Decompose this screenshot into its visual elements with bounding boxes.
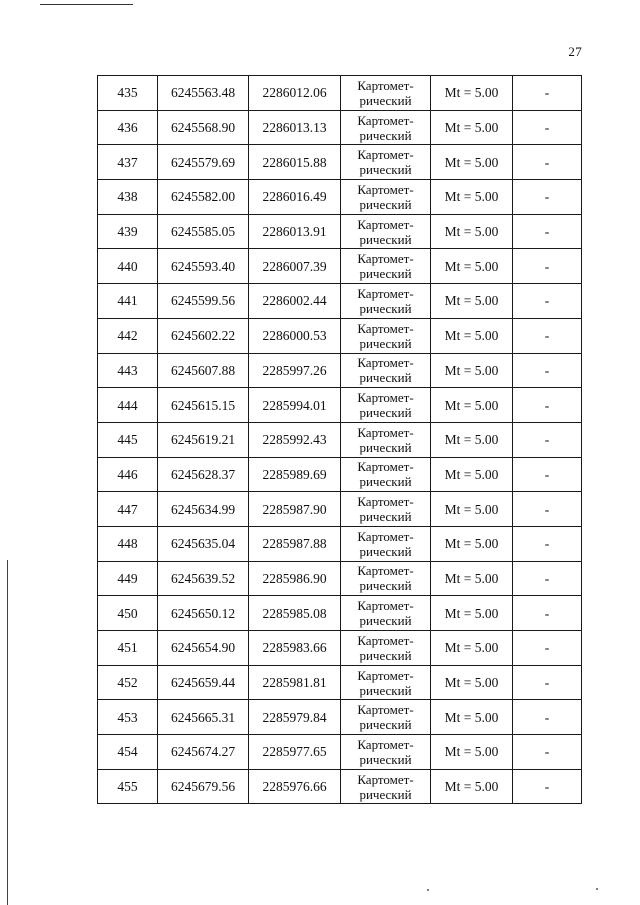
note-cell: - xyxy=(513,492,582,527)
method-cell xyxy=(341,353,431,388)
method-line-1: Картомет- xyxy=(357,667,414,683)
note-cell: - xyxy=(513,735,582,770)
y-coordinate-cell: 2285976.66 xyxy=(249,769,341,804)
x-coordinate-cell: 6245674.27 xyxy=(158,735,249,770)
method-line-2: рический xyxy=(359,578,412,594)
point-number-cell: 452 xyxy=(98,665,158,700)
table-row xyxy=(98,318,582,353)
method-line-1: Картомет- xyxy=(357,355,414,371)
coordinates-table-body xyxy=(98,76,582,804)
note-cell: - xyxy=(513,665,582,700)
note-cell: - xyxy=(513,457,582,492)
accuracy-cell: Mt = 5.00 xyxy=(431,422,513,457)
method-line-1: Картомет- xyxy=(357,216,414,232)
point-number-cell: 446 xyxy=(98,457,158,492)
point-number-cell: 435 xyxy=(98,76,158,111)
method-cell xyxy=(341,76,431,111)
method-line-1: Картомет- xyxy=(357,181,414,197)
method-cell xyxy=(341,769,431,804)
method-cell xyxy=(341,110,431,145)
method-cell xyxy=(341,249,431,284)
method-line-2: рический xyxy=(359,196,412,212)
y-coordinate-cell: 2286012.06 xyxy=(249,76,341,111)
y-coordinate-cell: 2286013.13 xyxy=(249,110,341,145)
note-cell: - xyxy=(513,145,582,180)
accuracy-cell: Mt = 5.00 xyxy=(431,145,513,180)
accuracy-cell: Mt = 5.00 xyxy=(431,735,513,770)
accuracy-cell: Mt = 5.00 xyxy=(431,76,513,111)
x-coordinate-cell: 6245607.88 xyxy=(158,353,249,388)
accuracy-cell: Mt = 5.00 xyxy=(431,214,513,249)
point-number-cell: 447 xyxy=(98,492,158,527)
accuracy-cell: Mt = 5.00 xyxy=(431,457,513,492)
page-number: 27 xyxy=(568,44,582,59)
table-row xyxy=(98,561,582,596)
note-cell: - xyxy=(513,561,582,596)
method-line-2: рический xyxy=(359,162,412,178)
method-line-1: Картомет- xyxy=(357,285,414,301)
method-cell xyxy=(341,596,431,631)
accuracy-cell: Mt = 5.00 xyxy=(431,110,513,145)
table-row xyxy=(98,422,582,457)
method-line-1: Картомет- xyxy=(357,147,414,163)
accuracy-cell: Mt = 5.00 xyxy=(431,492,513,527)
table-row xyxy=(98,492,582,527)
point-number-cell: 439 xyxy=(98,214,158,249)
x-coordinate-cell: 6245679.56 xyxy=(158,769,249,804)
x-coordinate-cell: 6245634.99 xyxy=(158,492,249,527)
method-cell xyxy=(341,388,431,423)
x-coordinate-cell: 6245563.48 xyxy=(158,76,249,111)
note-cell: - xyxy=(513,353,582,388)
note-cell: - xyxy=(513,596,582,631)
method-line-2: рический xyxy=(359,405,412,421)
method-cell xyxy=(341,422,431,457)
y-coordinate-cell: 2286000.53 xyxy=(249,318,341,353)
table-row xyxy=(98,353,582,388)
table-row xyxy=(98,76,582,111)
accuracy-cell: Mt = 5.00 xyxy=(431,318,513,353)
method-line-2: рический xyxy=(359,751,412,767)
method-cell xyxy=(341,214,431,249)
y-coordinate-cell: 2285997.26 xyxy=(249,353,341,388)
x-coordinate-cell: 6245568.90 xyxy=(158,110,249,145)
table-row xyxy=(98,457,582,492)
method-line-2: рический xyxy=(359,509,412,525)
y-coordinate-cell: 2286007.39 xyxy=(249,249,341,284)
table-row xyxy=(98,110,582,145)
accuracy-cell: Mt = 5.00 xyxy=(431,665,513,700)
method-line-2: рический xyxy=(359,231,412,247)
table-row xyxy=(98,145,582,180)
method-line-2: рический xyxy=(359,474,412,490)
method-cell xyxy=(341,526,431,561)
note-cell: - xyxy=(513,388,582,423)
accuracy-cell: Mt = 5.00 xyxy=(431,284,513,319)
table-row xyxy=(98,180,582,215)
point-number-cell: 454 xyxy=(98,735,158,770)
method-cell xyxy=(341,145,431,180)
x-coordinate-cell: 6245602.22 xyxy=(158,318,249,353)
method-line-1: Картомет- xyxy=(357,528,414,544)
x-coordinate-cell: 6245659.44 xyxy=(158,665,249,700)
table-row xyxy=(98,214,582,249)
method-line-1: Картомет- xyxy=(357,702,414,718)
method-line-1: Картомет- xyxy=(357,112,414,128)
note-cell: - xyxy=(513,180,582,215)
accuracy-cell: Mt = 5.00 xyxy=(431,249,513,284)
table-row xyxy=(98,596,582,631)
method-line-2: рический xyxy=(359,543,412,559)
method-cell xyxy=(341,665,431,700)
accuracy-cell: Mt = 5.00 xyxy=(431,596,513,631)
x-coordinate-cell: 6245654.90 xyxy=(158,631,249,666)
point-number-cell: 450 xyxy=(98,596,158,631)
note-cell: - xyxy=(513,249,582,284)
method-cell xyxy=(341,318,431,353)
left-margin-mark xyxy=(7,560,8,905)
method-cell xyxy=(341,735,431,770)
table-row xyxy=(98,665,582,700)
y-coordinate-cell: 2285986.90 xyxy=(249,561,341,596)
method-line-1: Картомет- xyxy=(357,390,414,406)
method-line-2: рический xyxy=(359,786,412,802)
y-coordinate-cell: 2286015.88 xyxy=(249,145,341,180)
point-number-cell: 448 xyxy=(98,526,158,561)
note-cell: - xyxy=(513,700,582,735)
accuracy-cell: Mt = 5.00 xyxy=(431,631,513,666)
note-cell: - xyxy=(513,769,582,804)
method-cell xyxy=(341,561,431,596)
method-line-1: Картомет- xyxy=(357,494,414,510)
method-cell xyxy=(341,492,431,527)
method-line-1: Картомет- xyxy=(357,77,414,93)
x-coordinate-cell: 6245635.04 xyxy=(158,526,249,561)
point-number-cell: 438 xyxy=(98,180,158,215)
note-cell: - xyxy=(513,526,582,561)
note-cell: - xyxy=(513,76,582,111)
method-cell xyxy=(341,700,431,735)
y-coordinate-cell: 2285977.65 xyxy=(249,735,341,770)
y-coordinate-cell: 2285987.90 xyxy=(249,492,341,527)
point-number-cell: 444 xyxy=(98,388,158,423)
method-line-2: рический xyxy=(359,647,412,663)
table-row xyxy=(98,631,582,666)
scan-speck xyxy=(427,889,429,891)
point-number-cell: 442 xyxy=(98,318,158,353)
x-coordinate-cell: 6245599.56 xyxy=(158,284,249,319)
method-line-2: рический xyxy=(359,300,412,316)
method-line-1: Картомет- xyxy=(357,736,414,752)
note-cell: - xyxy=(513,631,582,666)
accuracy-cell: Mt = 5.00 xyxy=(431,353,513,388)
method-cell xyxy=(341,180,431,215)
method-cell xyxy=(341,631,431,666)
method-line-1: Картомет- xyxy=(357,563,414,579)
point-number-cell: 455 xyxy=(98,769,158,804)
method-line-2: рический xyxy=(359,439,412,455)
y-coordinate-cell: 2285994.01 xyxy=(249,388,341,423)
accuracy-cell: Mt = 5.00 xyxy=(431,700,513,735)
table-row xyxy=(98,388,582,423)
point-number-cell: 449 xyxy=(98,561,158,596)
y-coordinate-cell: 2285981.81 xyxy=(249,665,341,700)
y-coordinate-cell: 2286013.91 xyxy=(249,214,341,249)
point-number-cell: 453 xyxy=(98,700,158,735)
y-coordinate-cell: 2285979.84 xyxy=(249,700,341,735)
note-cell: - xyxy=(513,110,582,145)
accuracy-cell: Mt = 5.00 xyxy=(431,561,513,596)
scan-speck xyxy=(596,888,598,890)
y-coordinate-cell: 2286002.44 xyxy=(249,284,341,319)
method-line-2: рический xyxy=(359,370,412,386)
method-line-2: рический xyxy=(359,266,412,282)
note-cell: - xyxy=(513,284,582,319)
table-row xyxy=(98,769,582,804)
y-coordinate-cell: 2285985.08 xyxy=(249,596,341,631)
x-coordinate-cell: 6245619.21 xyxy=(158,422,249,457)
accuracy-cell: Mt = 5.00 xyxy=(431,388,513,423)
point-number-cell: 451 xyxy=(98,631,158,666)
point-number-cell: 445 xyxy=(98,422,158,457)
point-number-cell: 436 xyxy=(98,110,158,145)
method-line-1: Картомет- xyxy=(357,424,414,440)
method-line-2: рический xyxy=(359,717,412,733)
note-cell: - xyxy=(513,318,582,353)
table-row xyxy=(98,284,582,319)
x-coordinate-cell: 6245615.15 xyxy=(158,388,249,423)
y-coordinate-cell: 2285983.66 xyxy=(249,631,341,666)
method-line-1: Картомет- xyxy=(357,632,414,648)
x-coordinate-cell: 6245579.69 xyxy=(158,145,249,180)
method-line-1: Картомет- xyxy=(357,251,414,267)
method-cell xyxy=(341,284,431,319)
accuracy-cell: Mt = 5.00 xyxy=(431,769,513,804)
accuracy-cell: Mt = 5.00 xyxy=(431,526,513,561)
y-coordinate-cell: 2285989.69 xyxy=(249,457,341,492)
x-coordinate-cell: 6245665.31 xyxy=(158,700,249,735)
method-line-1: Картомет- xyxy=(357,320,414,336)
method-cell xyxy=(341,457,431,492)
table-row xyxy=(98,735,582,770)
point-number-cell: 441 xyxy=(98,284,158,319)
table-row xyxy=(98,526,582,561)
y-coordinate-cell: 2286016.49 xyxy=(249,180,341,215)
y-coordinate-cell: 2285987.88 xyxy=(249,526,341,561)
x-coordinate-cell: 6245628.37 xyxy=(158,457,249,492)
note-cell: - xyxy=(513,214,582,249)
point-number-cell: 443 xyxy=(98,353,158,388)
x-coordinate-cell: 6245639.52 xyxy=(158,561,249,596)
x-coordinate-cell: 6245650.12 xyxy=(158,596,249,631)
y-coordinate-cell: 2285992.43 xyxy=(249,422,341,457)
method-line-1: Картомет- xyxy=(357,771,414,787)
method-line-1: Картомет- xyxy=(357,598,414,614)
x-coordinate-cell: 6245582.00 xyxy=(158,180,249,215)
method-line-2: рический xyxy=(359,682,412,698)
method-line-2: рический xyxy=(359,613,412,629)
note-cell: - xyxy=(513,422,582,457)
method-line-2: рический xyxy=(359,335,412,351)
coordinates-table xyxy=(97,75,582,804)
accuracy-cell: Mt = 5.00 xyxy=(431,180,513,215)
table-row xyxy=(98,249,582,284)
point-number-cell: 440 xyxy=(98,249,158,284)
method-line-2: рический xyxy=(359,92,412,108)
top-rule-line xyxy=(40,4,133,5)
x-coordinate-cell: 6245593.40 xyxy=(158,249,249,284)
method-line-1: Картомет- xyxy=(357,459,414,475)
table-row xyxy=(98,700,582,735)
x-coordinate-cell: 6245585.05 xyxy=(158,214,249,249)
method-line-2: рический xyxy=(359,127,412,143)
point-number-cell: 437 xyxy=(98,145,158,180)
